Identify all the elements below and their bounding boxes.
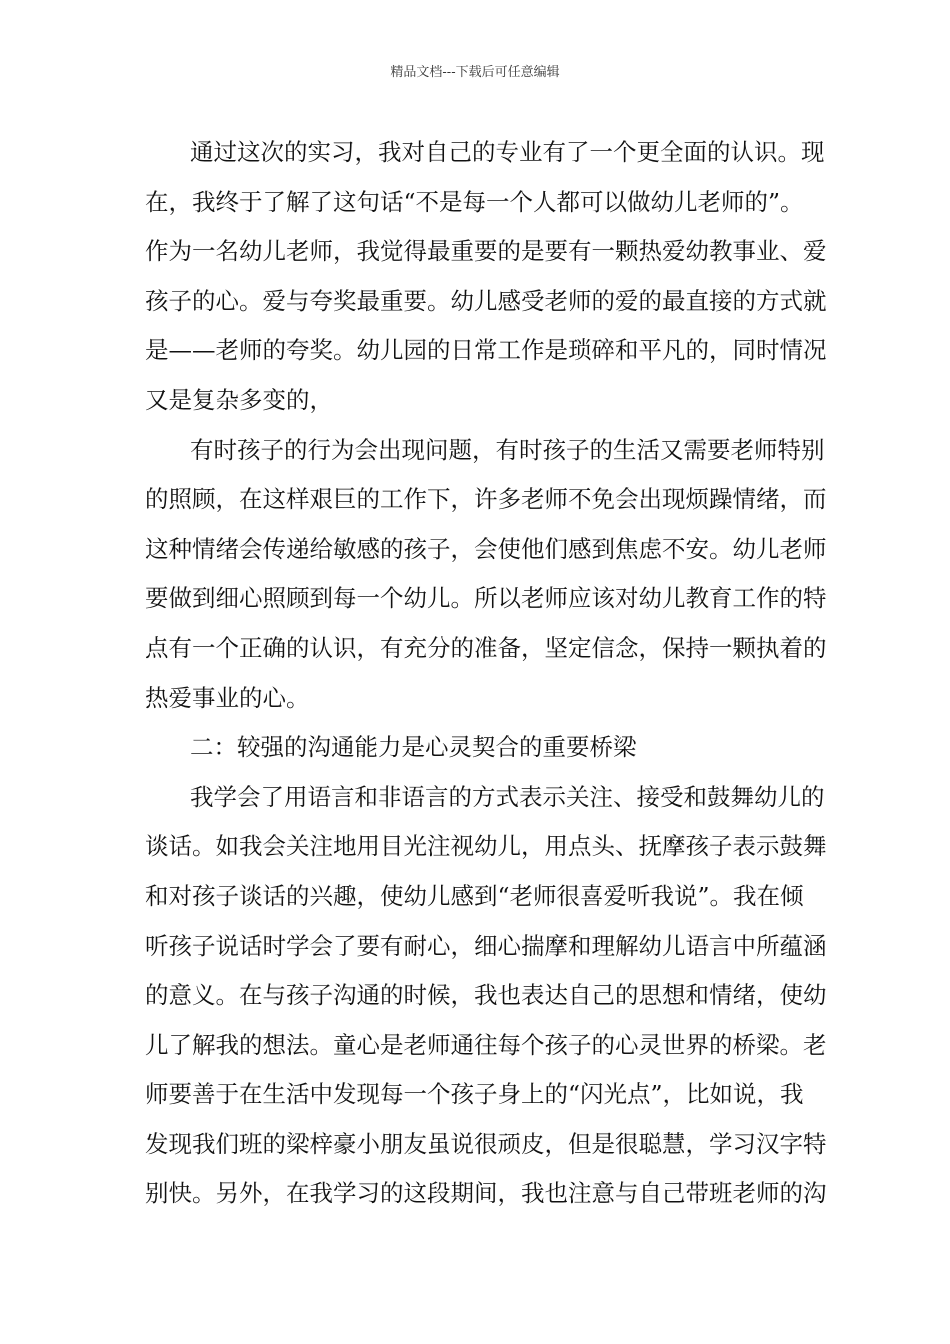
text-line: 这种情绪会传递给敏感的孩子，会使他们感到焦虑不安。幼儿老师 bbox=[145, 534, 827, 563]
text-line: 热爱事业的心。 bbox=[145, 683, 310, 712]
text-line: 是——老师的夸奖。幼儿园的日常工作是琐碎和平凡的，同时情况 bbox=[145, 336, 827, 365]
text-line: 别快。另外，在我学习的这段期间，我也注意与自己带班老师的沟 bbox=[145, 1179, 827, 1208]
text-line: 儿了解我的想法。童心是老师通往每个孩子的心灵世界的桥梁。老 bbox=[145, 1030, 827, 1059]
text-line: 的意义。在与孩子沟通的时候，我也表达自己的思想和情绪，使幼 bbox=[145, 981, 827, 1010]
text-line: 又是复杂多变的， bbox=[145, 385, 333, 414]
text-line: 通过这次的实习，我对自己的专业有了一个更全面的认识。现 bbox=[190, 138, 825, 166]
text-line: 有时孩子的行为会出现问题，有时孩子的生活又需要老师特别 bbox=[190, 435, 825, 464]
text-line: 和对孩子谈话的兴趣，使幼儿感到“老师很喜爱听我说”。我在倾 bbox=[145, 881, 804, 910]
text-line: 的照顾，在这样艰巨的工作下，许多老师不免会出现烦躁情绪，而 bbox=[145, 485, 827, 514]
text-line: 要做到细心照顾到每一个幼儿。所以老师应该对幼儿教育工作的特 bbox=[145, 584, 827, 613]
document-body bbox=[145, 128, 827, 1219]
text-line: 点有一个正确的认识，有充分的准备，坚定信念，保持一颗执着的 bbox=[145, 633, 827, 662]
text-line: 我学会了用语言和非语言的方式表示关注、接受和鼓舞幼儿的 bbox=[190, 782, 825, 811]
text-line: 作为一名幼儿老师，我觉得最重要的是要有一颗热爱幼教事业、爱 bbox=[145, 237, 827, 266]
text-line: 在，我终于了解了这句话“不是每一个人都可以做幼儿老师的”。 bbox=[145, 187, 804, 216]
text-line: 听孩子说话时学会了要有耐心，细心揣摩和理解幼儿语言中所蕴涵 bbox=[145, 931, 827, 960]
text-line: 孩子的心。爱与夸奖最重要。幼儿感受老师的爱的最直接的方式就 bbox=[145, 286, 827, 315]
section-heading: 二：较强的沟通能力是心灵契合的重要桥梁 bbox=[190, 733, 637, 762]
text-line: 发现我们班的梁梓豪小朋友虽说很顽皮，但是很聪慧，学习汉字特 bbox=[145, 1129, 827, 1158]
text-line: 师要善于在生活中发现每一个孩子身上的“闪光点”，比如说，我 bbox=[145, 1080, 804, 1109]
page-header: 精品文档---下载后可任意编辑 bbox=[390, 65, 560, 80]
text-line: 谈话。如我会关注地用目光注视幼儿，用点头、抚摩孩子表示鼓舞 bbox=[145, 832, 827, 861]
